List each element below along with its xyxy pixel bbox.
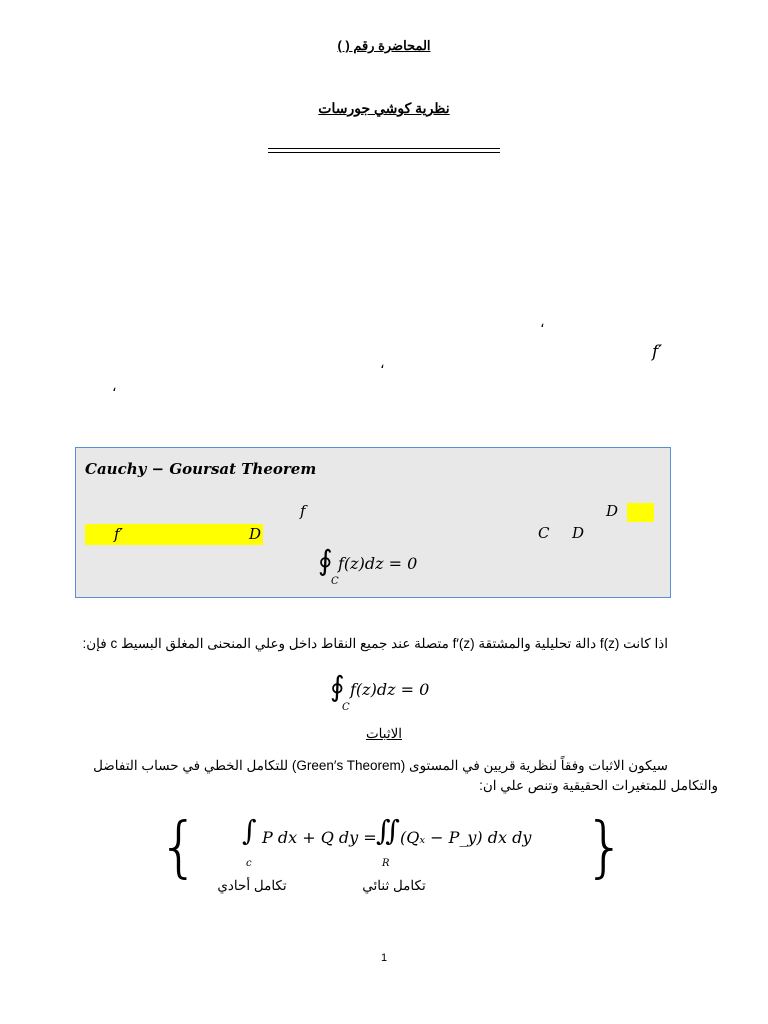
theorem-D-left: D <box>249 525 262 543</box>
theorem-contour-integral-icon: ∮ <box>318 544 333 577</box>
theorem-C: C <box>538 524 550 542</box>
label-single-integral: تكامل أحادي <box>217 878 287 893</box>
page-number: 1 <box>380 952 388 964</box>
statement-contour-integral-icon: ∮ <box>330 670 345 703</box>
theorem-f-prime: f′ <box>114 525 123 543</box>
topic-title: نظرية كوشي جورسات <box>318 100 450 116</box>
theorem-f: f <box>300 502 306 520</box>
label-double-integral: تكامل ثنائي <box>362 878 426 893</box>
title-double-rule <box>268 148 500 153</box>
left-brace: { <box>158 808 200 885</box>
theorem-title: Cauchy − Goursat Theorem <box>85 460 317 478</box>
intro-comma-3: ، <box>112 378 117 394</box>
double-integral-subscript: R <box>382 858 390 869</box>
statement-contour-label: C <box>342 702 350 713</box>
theorem-contour-label: C <box>331 576 339 587</box>
line-integral-subscript: c <box>246 858 252 869</box>
intro-comma-1: ، <box>540 314 545 330</box>
intro-comma-2: ، <box>380 355 385 371</box>
theorem-D-right: D <box>572 524 585 542</box>
line-integrand: P dx + Q dy = <box>262 828 377 847</box>
statement-text: اذا كانت f(z) دالة تحليلية والمشتقة f′(z) متصلة عند جميع النقاط داخل وعلي المنحنى المغلق البسيط c فإن: <box>82 636 668 651</box>
theorem-integrand: f(z)dz = 0 <box>338 554 418 573</box>
theorem-highlight-row <box>85 524 263 545</box>
double-integrand: (Qₓ − P_y) dx dy <box>400 828 532 847</box>
proof-line-1: سيكون الاثبات وفقاً لنظرية قريين في المستوى (Green′s Theorem) للتكامل الخطي في حساب التفاضل <box>93 758 668 773</box>
intro-f-prime: f′ <box>652 342 663 362</box>
line-integral-icon: ∫ <box>242 814 257 847</box>
double-integral-icon: ∬ <box>376 814 400 847</box>
right-brace: } <box>584 808 626 885</box>
lecture-title: المحاضرة رقم ( ) <box>337 38 431 53</box>
proof-line-2: والتكامل للمتغيرات الحقيقية وتنص علي ان: <box>479 778 718 793</box>
statement-integrand: f(z)dz = 0 <box>350 680 430 699</box>
theorem-box <box>75 447 671 598</box>
theorem-highlight-small <box>627 503 654 522</box>
proof-heading: الاثبات <box>365 726 403 741</box>
theorem-D-top: D <box>606 502 619 520</box>
